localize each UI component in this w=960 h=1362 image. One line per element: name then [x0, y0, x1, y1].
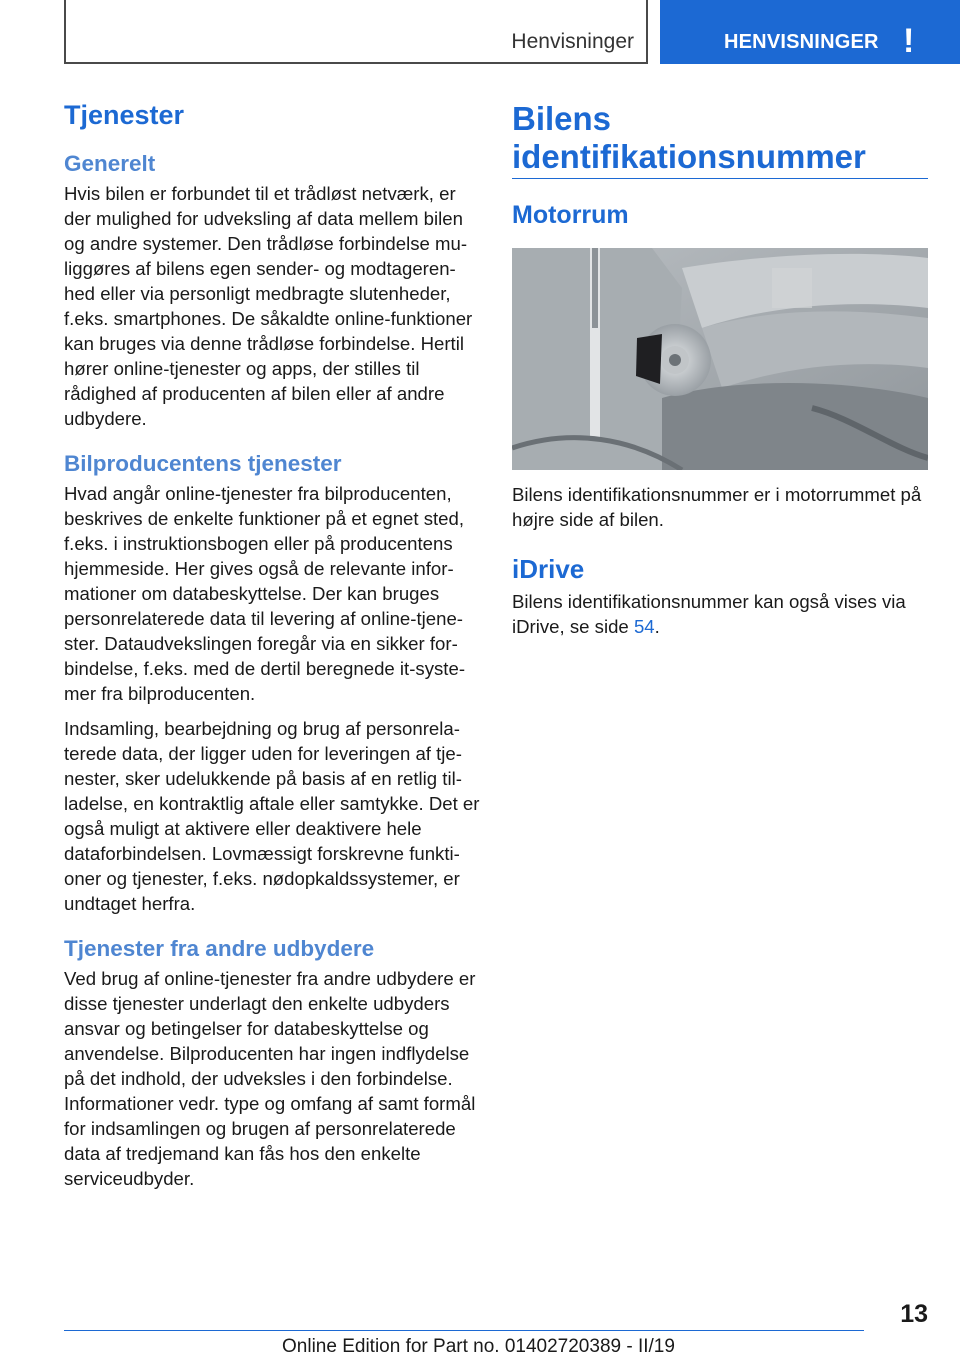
heading-idrive: iDrive: [512, 554, 585, 584]
heading-generelt: Generelt: [64, 151, 156, 176]
header-tab-label: HENVISNINGER: [724, 31, 879, 53]
section-title-identifikationsnummer: Bilens identifikationsnummer: [512, 100, 928, 179]
paragraph-bilproducent-2: Indsamling, bearbejdning og brug af personrelaterede data, der ligger uden for leveringen af tjenester, sker udelukkende på basis af en retlig tilladelse, en kontraktlig aftale eller samtykke. Det er også muligt at aktivere eller deaktivere hele dataforbindelsen. Lovmæssigt forskrevne funktioner og tjenester, f.eks. nødopkaldssystemer, er undtaget herfra.: [64, 718, 480, 914]
caption-motorrum: Bilens identifikationsnummer er i motorrummet på højre side af bilen.: [512, 484, 922, 530]
header-frame: [64, 0, 648, 64]
engine-bay-photo: [512, 248, 928, 470]
paragraph-bilproducent-1: Hvad angår online-tjenester fra bilproducenten, beskrives de enkelte funktioner på et egnet sted, f.eks. i instruktionsbogen eller på producentens hjemmeside. Her gives også de relevante informationer om databeskyttelse. Der kan bruges personrelaterede data til levering af online-tjenester. Dataudvekslingen foregår via en sikker forbindelse, f.eks. med de dertil beregnede it-systemer fra bilproducenten.: [64, 483, 466, 704]
heading-bilproducentens-tjenester: Bilproducentens tjenester: [64, 451, 342, 476]
footer-edition: Online Edition for Part no. 01402720389 - II/19: [282, 1336, 675, 1357]
idrive-text-end: .: [654, 616, 660, 637]
idrive-text: Bilens identifikationsnummer kan også vises via iDrive, se side: [512, 591, 906, 637]
page-link-54[interactable]: 54: [633, 616, 655, 637]
paragraph-andre-udbydere: Ved brug af online-tjenester fra andre udbydere er disse tjenester underlagt den enkelte udbyders ansvar og betingelser for databeskyttelse og anvendelse. Bilproducenten har ingen indflydelse på det indhold, der udveksles i den forbindelse. Informationer vedr. type og omfang af samt formål for indsamlingen og brugen af personrelaterede data af tredjemand kan fås hos den enkelte serviceudbyder.: [64, 968, 476, 1189]
heading-tjenester-andre-udbydere: Tjenester fra andre udbydere: [64, 936, 375, 961]
heading-motorrum: Motorrum: [512, 201, 629, 229]
paragraph-idrive: [512, 589, 928, 639]
section-title-tjenester: Tjenester: [64, 100, 185, 130]
header-tab[interactable]: [660, 0, 960, 64]
exclamation-icon: !: [903, 22, 915, 60]
page-number: 13: [900, 1300, 928, 1328]
left-column: [64, 100, 480, 1201]
footer-divider: [64, 1330, 864, 1331]
paragraph-generelt: Hvis bilen er forbundet til et trådløst netværk, er der mulighed for udveksling af data mellem bilen og andre systemer. Den trådløse forbindelse muliggøres af bilens egen sender- og modtagerenhed eller via personligt medbragte slutenheder, f.eks. smartphones. De såkaldte online-funktioner kan bruges via denne trådløse forbindelse. Hertil hører online-tjenester og apps, der stilles til rådighed af producenten af bilen eller af andre udbydere.: [64, 183, 473, 429]
header-section-label: Henvisninger: [511, 30, 634, 53]
right-column: [512, 100, 928, 649]
